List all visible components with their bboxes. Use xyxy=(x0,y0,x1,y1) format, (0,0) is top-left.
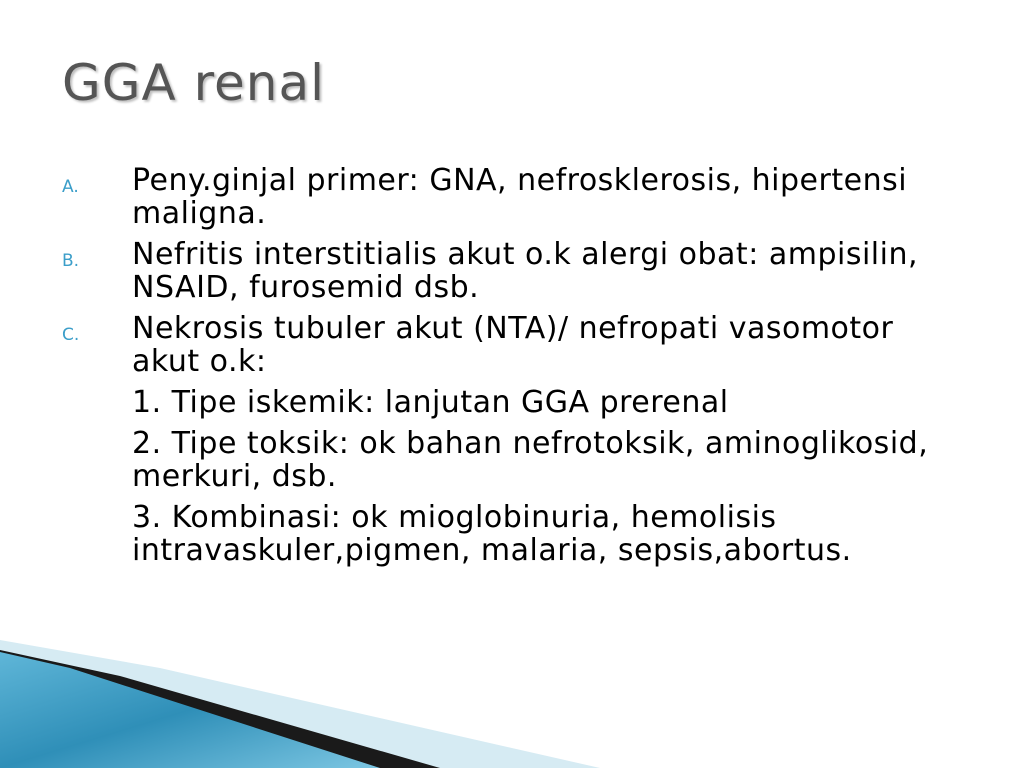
slide-title: GGA renal xyxy=(62,54,326,112)
list-marker: A. xyxy=(62,177,79,197)
list-item-text: Nekrosis tubuler akut (NTA)/ nefropati vasomotor akut o.k: xyxy=(132,311,894,379)
sub-item-text: 2. Tipe toksik: ok bahan nefrotoksik, aminoglikosid, merkuri, dsb. xyxy=(132,426,929,494)
sub-item-2 xyxy=(62,427,962,493)
list-item-a xyxy=(62,164,962,230)
sub-item-text: 1. Tipe iskemik: lanjutan GGA prerenal xyxy=(132,385,729,420)
sub-item-text: 3. Kombinasi: ok mioglobinuria, hemolisis intravaskuler,pigmen, malaria, sepsis,abortus. xyxy=(132,500,852,568)
list-item-c xyxy=(62,312,962,378)
list-item-b xyxy=(62,238,962,304)
list-marker: C. xyxy=(62,325,80,345)
slide-content xyxy=(62,164,962,575)
list-marker: B. xyxy=(62,251,80,271)
sub-item-1 xyxy=(62,386,962,419)
list-item-text: Peny.ginjal primer: GNA, nefrosklerosis, hipertensi maligna. xyxy=(132,163,908,231)
sub-item-3 xyxy=(62,501,962,567)
list-item-text: Nefritis interstitialis akut o.k alergi obat: ampisilin, NSAID, furosemid dsb. xyxy=(132,237,919,305)
